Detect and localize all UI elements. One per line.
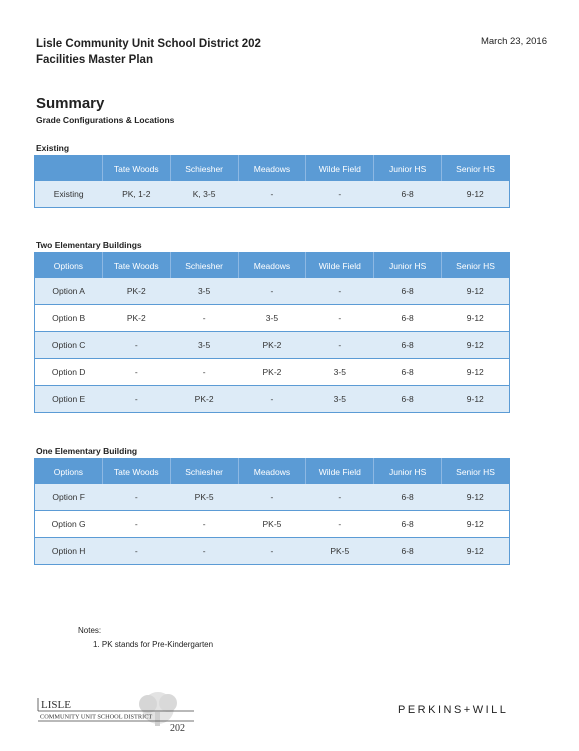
table-cell: - xyxy=(102,386,170,413)
table-cell: - xyxy=(102,484,170,511)
table-cell: Option E xyxy=(35,386,103,413)
table-cell: - xyxy=(170,511,238,538)
table-cell: - xyxy=(238,484,306,511)
table-row xyxy=(35,484,510,511)
table-cell: - xyxy=(102,359,170,386)
two-buildings-table xyxy=(34,252,510,413)
table-cell: PK-2 xyxy=(170,386,238,413)
column-header: Senior HS xyxy=(442,459,510,485)
table-cell: PK-5 xyxy=(170,484,238,511)
table-cell: Option C xyxy=(35,332,103,359)
table-cell: 3-5 xyxy=(170,278,238,305)
table-header-row xyxy=(35,459,510,485)
table-cell: - xyxy=(170,305,238,332)
column-header: Schiesher xyxy=(170,156,238,182)
table-cell: Option A xyxy=(35,278,103,305)
column-header: Junior HS xyxy=(374,253,442,279)
column-header: Meadows xyxy=(238,156,306,182)
table-cell: - xyxy=(238,278,306,305)
firm-logo: PERKINS+WILL xyxy=(398,704,509,716)
table-row xyxy=(35,305,510,332)
table-cell: Existing xyxy=(35,181,103,208)
table-cell: 9-12 xyxy=(442,386,510,413)
table-row xyxy=(35,511,510,538)
two-buildings-section-label: Two Elementary Buildings xyxy=(36,240,142,250)
table-cell: 6-8 xyxy=(374,305,442,332)
table-cell: PK, 1-2 xyxy=(102,181,170,208)
table-cell: - xyxy=(306,484,374,511)
table-cell: 9-12 xyxy=(442,484,510,511)
existing-table xyxy=(34,155,510,208)
notes-label: Notes: xyxy=(78,626,102,635)
table-cell: 9-12 xyxy=(442,359,510,386)
table-cell: - xyxy=(306,305,374,332)
table-cell: 6-8 xyxy=(374,359,442,386)
column-header: Tate Woods xyxy=(102,253,170,279)
table-cell: PK-2 xyxy=(238,359,306,386)
table-cell: Option H xyxy=(35,538,103,565)
column-header: Junior HS xyxy=(374,156,442,182)
table-cell: - xyxy=(238,386,306,413)
table-cell: - xyxy=(306,332,374,359)
existing-section-label: Existing xyxy=(36,143,70,153)
one-building-section-label: One Elementary Building xyxy=(36,446,138,456)
table-cell: 3-5 xyxy=(306,359,374,386)
table-cell: PK-5 xyxy=(238,511,306,538)
column-header: Wilde Field xyxy=(306,156,374,182)
document-date: March 23, 2016 xyxy=(480,36,547,47)
summary-subtitle: Grade Configurations & Locations xyxy=(36,115,175,125)
column-header xyxy=(35,156,103,182)
table-cell: PK-2 xyxy=(102,278,170,305)
table-cell: - xyxy=(306,278,374,305)
table-header-row xyxy=(35,253,510,279)
column-header: Tate Woods xyxy=(102,156,170,182)
summary-title: Summary xyxy=(36,95,105,112)
table-cell: 6-8 xyxy=(374,278,442,305)
table-cell: 9-12 xyxy=(442,538,510,565)
table-cell: - xyxy=(170,359,238,386)
table-cell: - xyxy=(102,332,170,359)
logo-text-lisle: LISLE xyxy=(41,699,71,711)
table-cell: - xyxy=(238,181,306,208)
note-item: 1. PK stands for Pre-Kindergarten xyxy=(93,640,214,649)
logo-text-number: 202 xyxy=(170,723,185,734)
column-header: Meadows xyxy=(238,253,306,279)
table-cell: - xyxy=(306,181,374,208)
table-cell: 9-12 xyxy=(442,511,510,538)
table-cell: - xyxy=(170,538,238,565)
table-cell: 6-8 xyxy=(374,484,442,511)
logo-text-district: COMMUNITY UNIT SCHOOL DISTRICT xyxy=(40,713,153,721)
table-row xyxy=(35,332,510,359)
table-cell: PK-2 xyxy=(238,332,306,359)
table-row xyxy=(35,538,510,565)
plan-name: Facilities Master Plan xyxy=(36,54,153,66)
table-cell: 6-8 xyxy=(374,538,442,565)
column-header: Meadows xyxy=(238,459,306,485)
table-cell: 3-5 xyxy=(306,386,374,413)
column-header: Schiesher xyxy=(170,459,238,485)
district-logo xyxy=(36,690,196,734)
table-cell: Option F xyxy=(35,484,103,511)
table-cell: - xyxy=(306,511,374,538)
table-cell: 9-12 xyxy=(442,278,510,305)
table-cell: 6-8 xyxy=(374,332,442,359)
table-cell: K, 3-5 xyxy=(170,181,238,208)
column-header: Wilde Field xyxy=(306,253,374,279)
table-row xyxy=(35,181,510,208)
district-name: Lisle Community Unit School District 202 xyxy=(36,38,261,50)
table-row xyxy=(35,386,510,413)
column-header: Options xyxy=(35,253,103,279)
table-cell: 6-8 xyxy=(374,181,442,208)
column-header: Options xyxy=(35,459,103,485)
one-building-table xyxy=(34,458,510,565)
table-cell: PK-2 xyxy=(102,305,170,332)
table-cell: PK-5 xyxy=(306,538,374,565)
table-cell: 9-12 xyxy=(442,332,510,359)
table-header-row xyxy=(35,156,510,182)
table-cell: Option B xyxy=(35,305,103,332)
table-cell: 9-12 xyxy=(442,181,510,208)
table-cell: 9-12 xyxy=(442,305,510,332)
column-header: Junior HS xyxy=(374,459,442,485)
column-header: Wilde Field xyxy=(306,459,374,485)
table-cell: 6-8 xyxy=(374,386,442,413)
table-cell: 6-8 xyxy=(374,511,442,538)
table-cell: Option G xyxy=(35,511,103,538)
column-header: Senior HS xyxy=(442,253,510,279)
table-cell: - xyxy=(102,538,170,565)
table-cell: - xyxy=(238,538,306,565)
table-row xyxy=(35,278,510,305)
column-header: Tate Woods xyxy=(102,459,170,485)
column-header: Schiesher xyxy=(170,253,238,279)
table-cell: - xyxy=(102,511,170,538)
table-cell: 3-5 xyxy=(170,332,238,359)
table-row xyxy=(35,359,510,386)
table-cell: Option D xyxy=(35,359,103,386)
column-header: Senior HS xyxy=(442,156,510,182)
table-cell: 3-5 xyxy=(238,305,306,332)
document-header xyxy=(36,36,261,68)
